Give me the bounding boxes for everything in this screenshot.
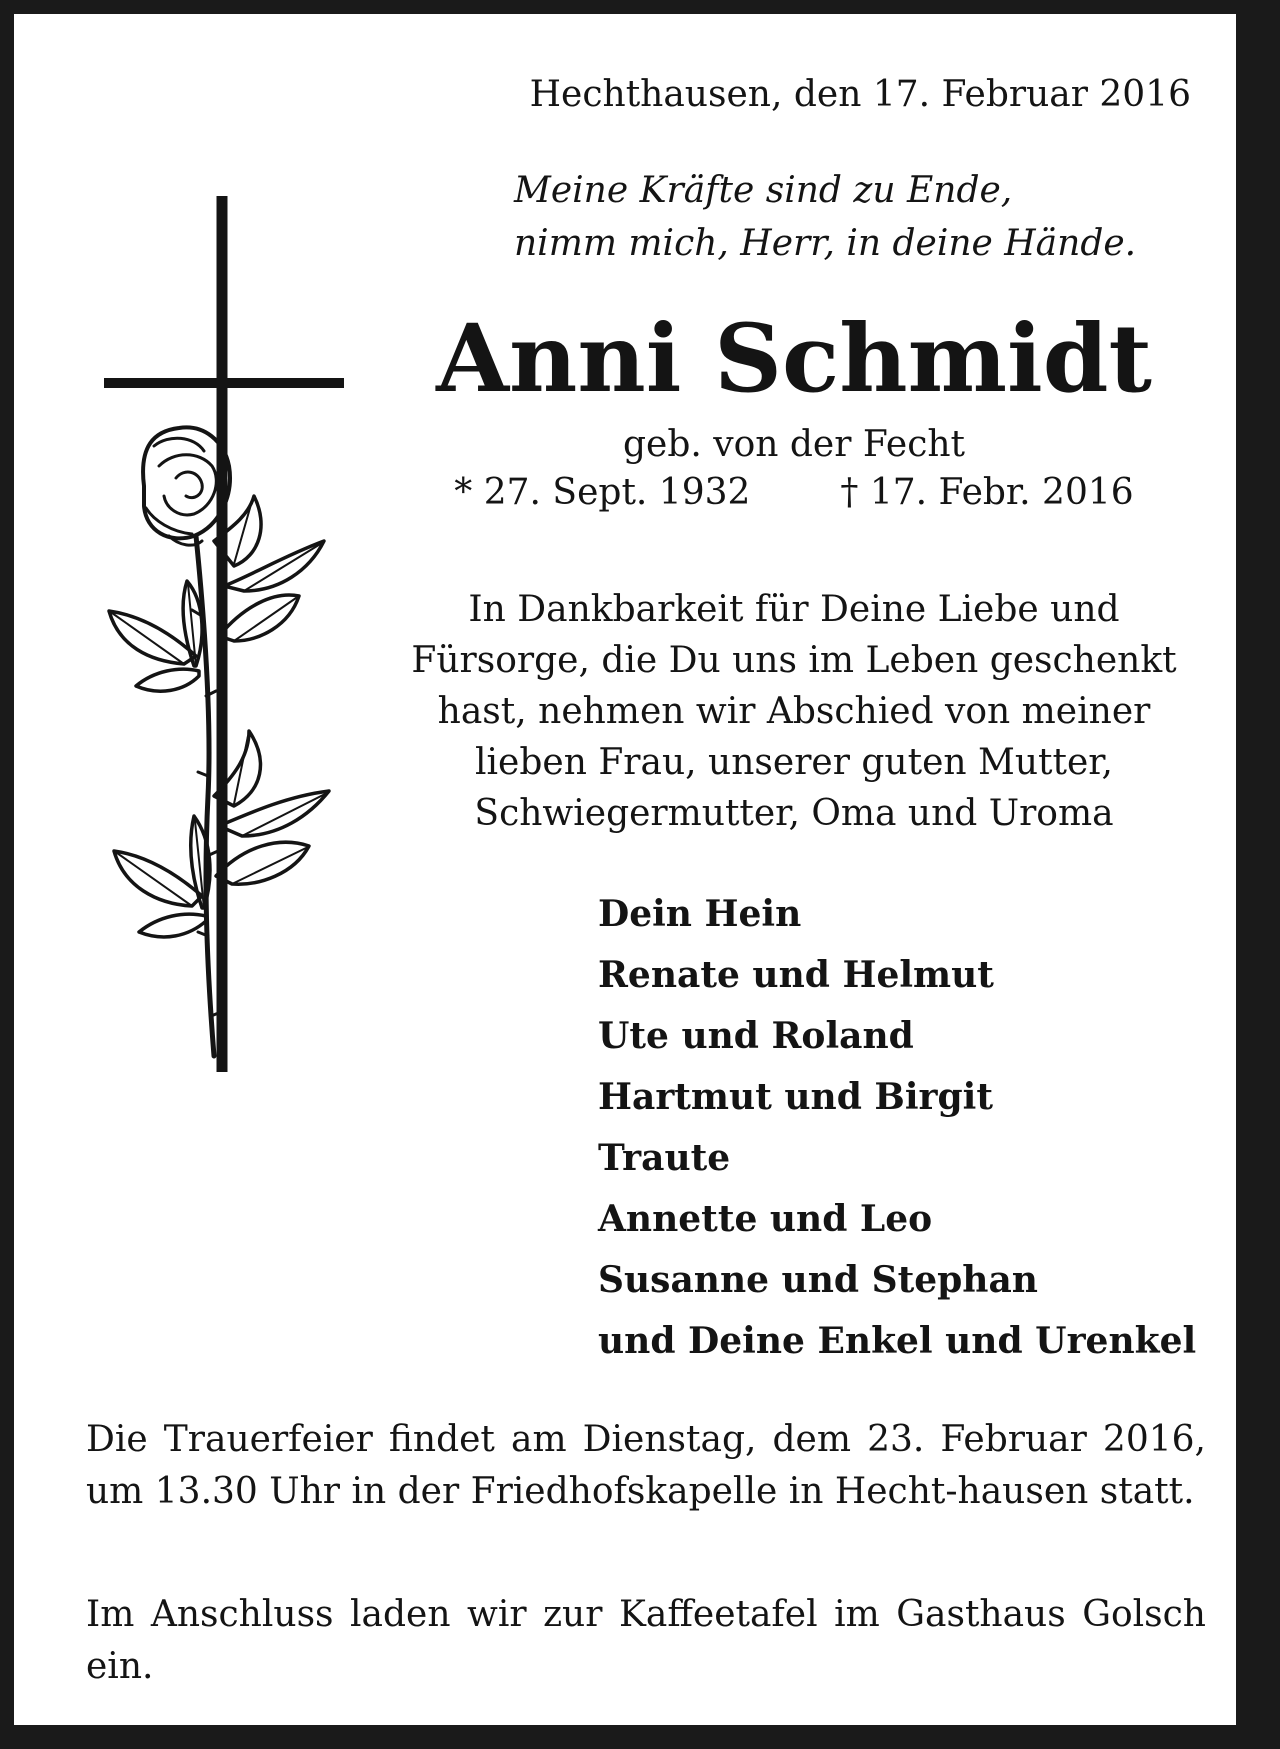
funeral-info: Die Trauerfeier findet am Dienstag, dem 23. Februar 2016, um 13.30 Uhr in der Friedhofskapelle in Hecht-hausen statt. [86, 1419, 1206, 1512]
birth-name: geb. von der Fecht [622, 424, 966, 465]
place-date: Hechthausen, den 17. Februar 2016 [529, 74, 1191, 115]
cross-with-rose-icon [84, 196, 384, 1076]
mourner-entry: Annette und Leo [598, 1198, 933, 1240]
birth-date: * 27. Sept. 1932 [454, 472, 751, 513]
tribute-line: Schwiegermutter, Oma und Uroma [474, 793, 1114, 834]
verse [514, 164, 1136, 270]
mourner-entry: Traute [598, 1137, 731, 1179]
tribute-line: In Dankbarkeit für Deine Liebe und [468, 589, 1120, 630]
mourner-entry: Dein Hein [598, 893, 802, 935]
mourners-list [598, 884, 1196, 1372]
tribute-line: Fürsorge, die Du uns im Leben geschenkt [411, 640, 1177, 681]
mourner-entry: und Deine Enkel und Urenkel [598, 1320, 1197, 1362]
reception-info: Im Anschluss laden wir zur Kaffeetafel im Gasthaus Golsch ein. [86, 1594, 1206, 1687]
tribute-line: hast, nehmen wir Abschied von meiner [437, 691, 1151, 732]
deceased-name: Anni Schmidt [436, 304, 1152, 414]
mourner-entry: Renate und Helmut [598, 954, 994, 996]
verse-line: Meine Kräfte sind zu Ende, [514, 170, 1013, 211]
death-date: † 17. Febr. 2016 [840, 472, 1134, 513]
obituary-notice [14, 14, 1236, 1725]
mourner-entry: Hartmut und Birgit [598, 1076, 993, 1118]
mourner-entry: Susanne und Stephan [598, 1259, 1038, 1301]
mourner-entry: Ute und Roland [598, 1015, 914, 1057]
tribute-text [354, 584, 1234, 839]
tribute-line: lieben Frau, unserer guten Mutter, [475, 742, 1113, 783]
life-dates [354, 472, 1234, 513]
verse-line: nimm mich, Herr, in deine Hände. [514, 223, 1137, 264]
